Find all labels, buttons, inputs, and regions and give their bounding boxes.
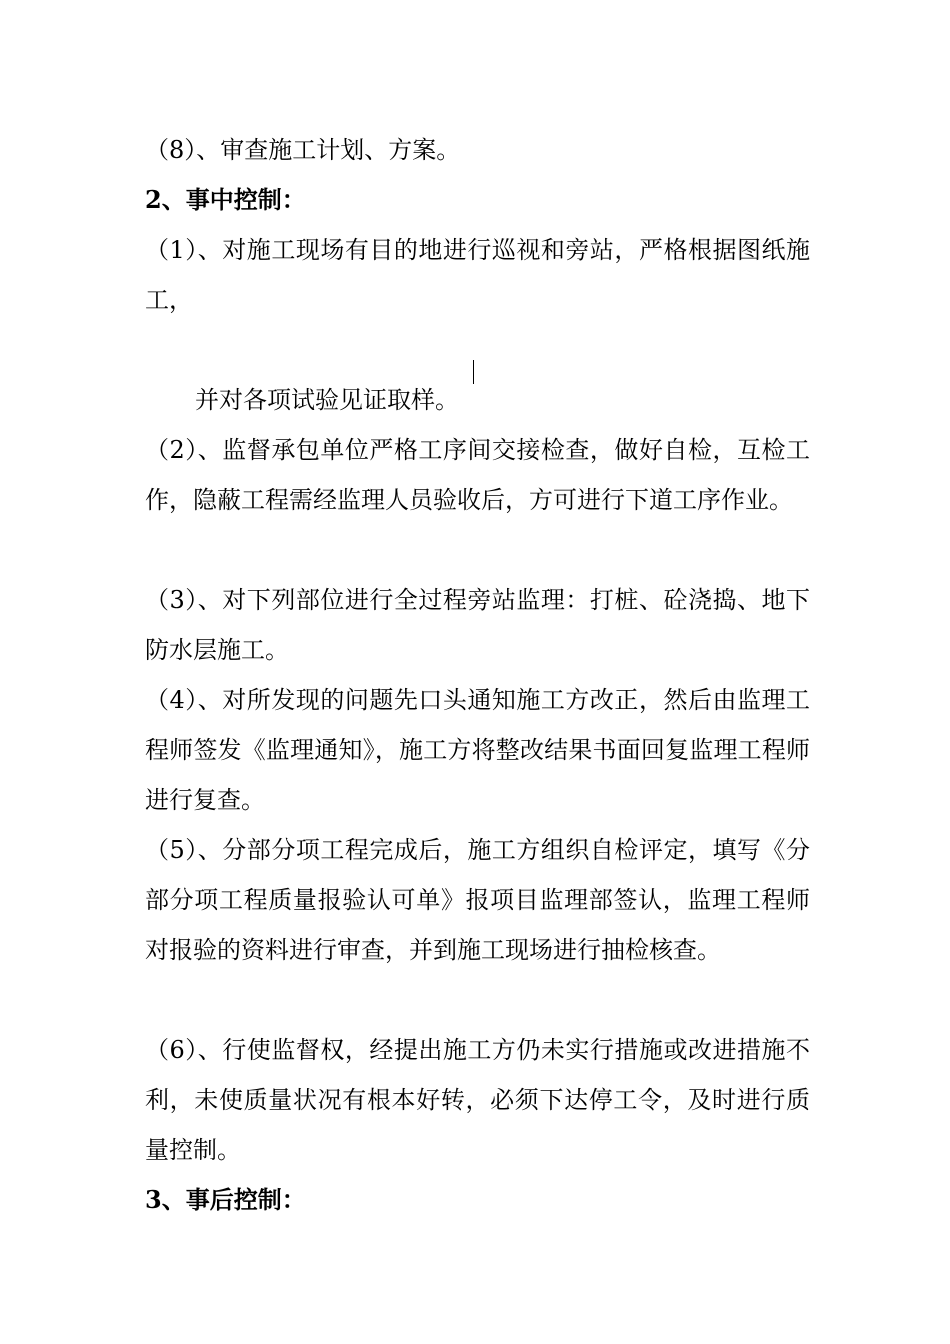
paragraph-review-plan: （8）、审查施工计划、方案。 <box>145 136 461 164</box>
heading-post-control: 3、事后控制： <box>145 1185 306 1214</box>
paragraph-issue-notice: （4）、对所发现的问题先口头通知施工方改正，然后由监理工程师签发《监理通知》，施工方将整改结果书面回复监理工程师进行复查。 <box>145 686 810 814</box>
paragraph-site-inspection: （1）、对施工现场有目的地进行巡视和旁站，严格根据图纸施工， <box>145 236 810 314</box>
paragraph-inspection-approval: （5）、分部分项工程完成后，施工方组织自检评定，填写《分部分项工程质量报验认可单》报项目监理部签认，监理工程师对报验的资料进行审查，并到施工现场进行抽检核查。 <box>145 836 810 964</box>
paragraph-stop-work: （6）、行使监督权，经提出施工方仍未实行措施或改进措施不利，未使质量状况有根本好转，必须下达停工令，及时进行质量控制。 <box>145 1036 810 1164</box>
heading-in-process-control: 2、事中控制： <box>145 185 306 214</box>
paragraph-sampling: 并对各项试验见证取样。 <box>195 386 459 414</box>
text-cursor <box>473 360 474 384</box>
paragraph-full-supervision: （3）、对下列部位进行全过程旁站监理：打桩、砼浇捣、地下防水层施工。 <box>145 586 810 664</box>
paragraph-process-handover: （2）、监督承包单位严格工序间交接检查，做好自检，互检工作，隐蔽工程需经监理人员验收后，方可进行下道工序作业。 <box>145 436 810 514</box>
